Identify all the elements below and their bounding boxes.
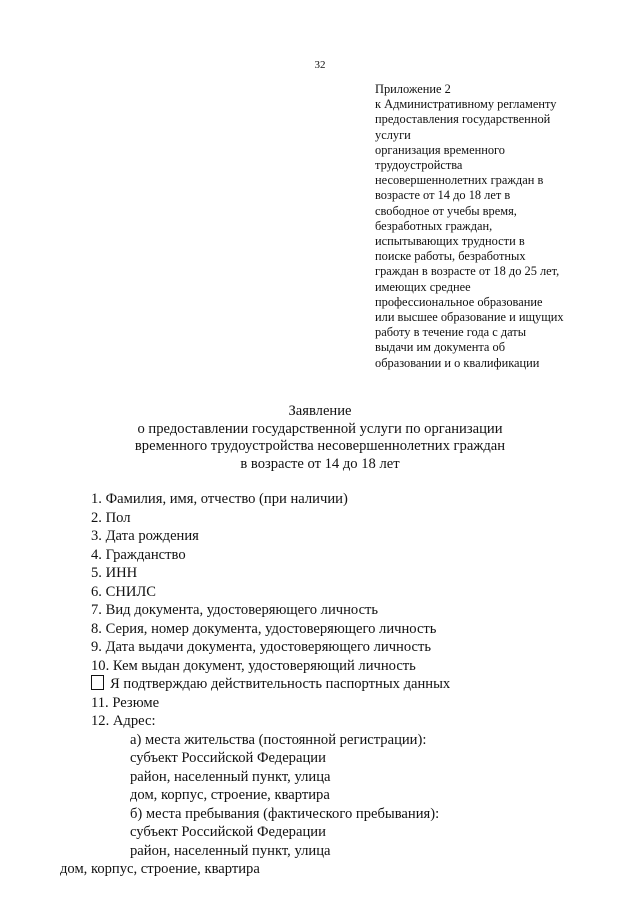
appendix-line: возрасте от 14 до 18 лет в xyxy=(375,188,511,203)
appendix-line: трудоустройства xyxy=(375,158,463,173)
field-id-document-issuer: 10. Кем выдан документ, удостоверяющий личность xyxy=(91,657,416,674)
appendix-line: имеющих среднее xyxy=(375,279,471,294)
address-residence-house: дом, корпус, строение, квартира xyxy=(130,787,330,803)
appendix-line: образовании и о квалификации xyxy=(375,355,540,370)
statement-subtitle-line: о предоставлении государственной услуги по организации xyxy=(137,420,503,437)
field-inn: 5. ИНН xyxy=(91,565,138,581)
address-stay-heading: б) места пребывания (фактического пребывания): xyxy=(130,805,440,822)
address-residence-district: район, населенный пункт, улица xyxy=(130,768,331,785)
field-snils: 6. СНИЛС xyxy=(91,583,157,600)
address-stay-house: дом, корпус, строение, квартира xyxy=(60,861,260,877)
field-id-document-number: 8. Серия, номер документа, удостоверяющего личность xyxy=(91,620,437,637)
field-sex: 2. Пол xyxy=(91,509,131,526)
statement-title: Заявление xyxy=(288,403,352,419)
address-residence-subject: субъект Российской Федерации xyxy=(130,750,326,766)
appendix-line: профессиональное образование xyxy=(375,294,543,309)
appendix-line: несовершеннолетних граждан в xyxy=(375,173,544,188)
appendix-line: услуги xyxy=(375,127,411,142)
field-id-document-type: 7. Вид документа, удостоверяющего личность xyxy=(91,602,379,618)
field-citizenship: 4. Гражданство xyxy=(91,546,186,563)
appendix-line: безработных граждан, xyxy=(375,218,493,233)
appendix-line: или высшее образование и ищущих xyxy=(375,310,564,325)
appendix-line: организация временного xyxy=(375,142,505,157)
address-stay-subject: субъект Российской Федерации xyxy=(130,824,326,840)
confirm-passport-row[interactable] xyxy=(91,675,621,694)
appendix-line: поиске работы, безработных xyxy=(375,249,526,264)
appendix-line: свободное от учебы время, xyxy=(375,203,517,218)
statement-subtitle-line: временного трудоустройства несовершеннолетних граждан xyxy=(134,438,506,455)
statement-subtitle-line: в возрасте от 14 до 18 лет xyxy=(240,455,400,472)
appendix-line: предоставления государственной xyxy=(375,112,551,127)
page-number: 32 xyxy=(314,59,326,71)
form-fields xyxy=(60,490,621,879)
field-id-document-date: 9. Дата выдачи документа, удостоверяющего личность xyxy=(91,639,432,655)
appendix-header xyxy=(375,82,615,371)
statement-heading xyxy=(0,403,640,473)
address-stay-district: район, населенный пункт, улица xyxy=(130,842,331,859)
field-birth-date: 3. Дата рождения xyxy=(91,528,199,544)
address-residence-heading: а) места жительства (постоянной регистрации): xyxy=(130,731,427,748)
field-address: 12. Адрес: xyxy=(91,713,156,729)
appendix-line: к Административному регламенту xyxy=(375,97,557,112)
appendix-line: граждан в возрасте от 18 до 25 лет, xyxy=(375,264,560,279)
appendix-line: испытывающих трудности в xyxy=(375,234,525,249)
field-full-name: 1. Фамилия, имя, отчество (при наличии) xyxy=(91,491,348,507)
appendix-line: Приложение 2 xyxy=(375,82,451,96)
field-resume: 11. Резюме xyxy=(91,694,160,711)
confirm-passport-checkbox[interactable] xyxy=(91,675,104,690)
confirm-passport-label: Я подтверждаю действительность паспортных данных xyxy=(110,676,451,692)
appendix-line: выдачи им документа об xyxy=(375,340,506,355)
appendix-line: работу в течение года с даты xyxy=(375,325,527,340)
